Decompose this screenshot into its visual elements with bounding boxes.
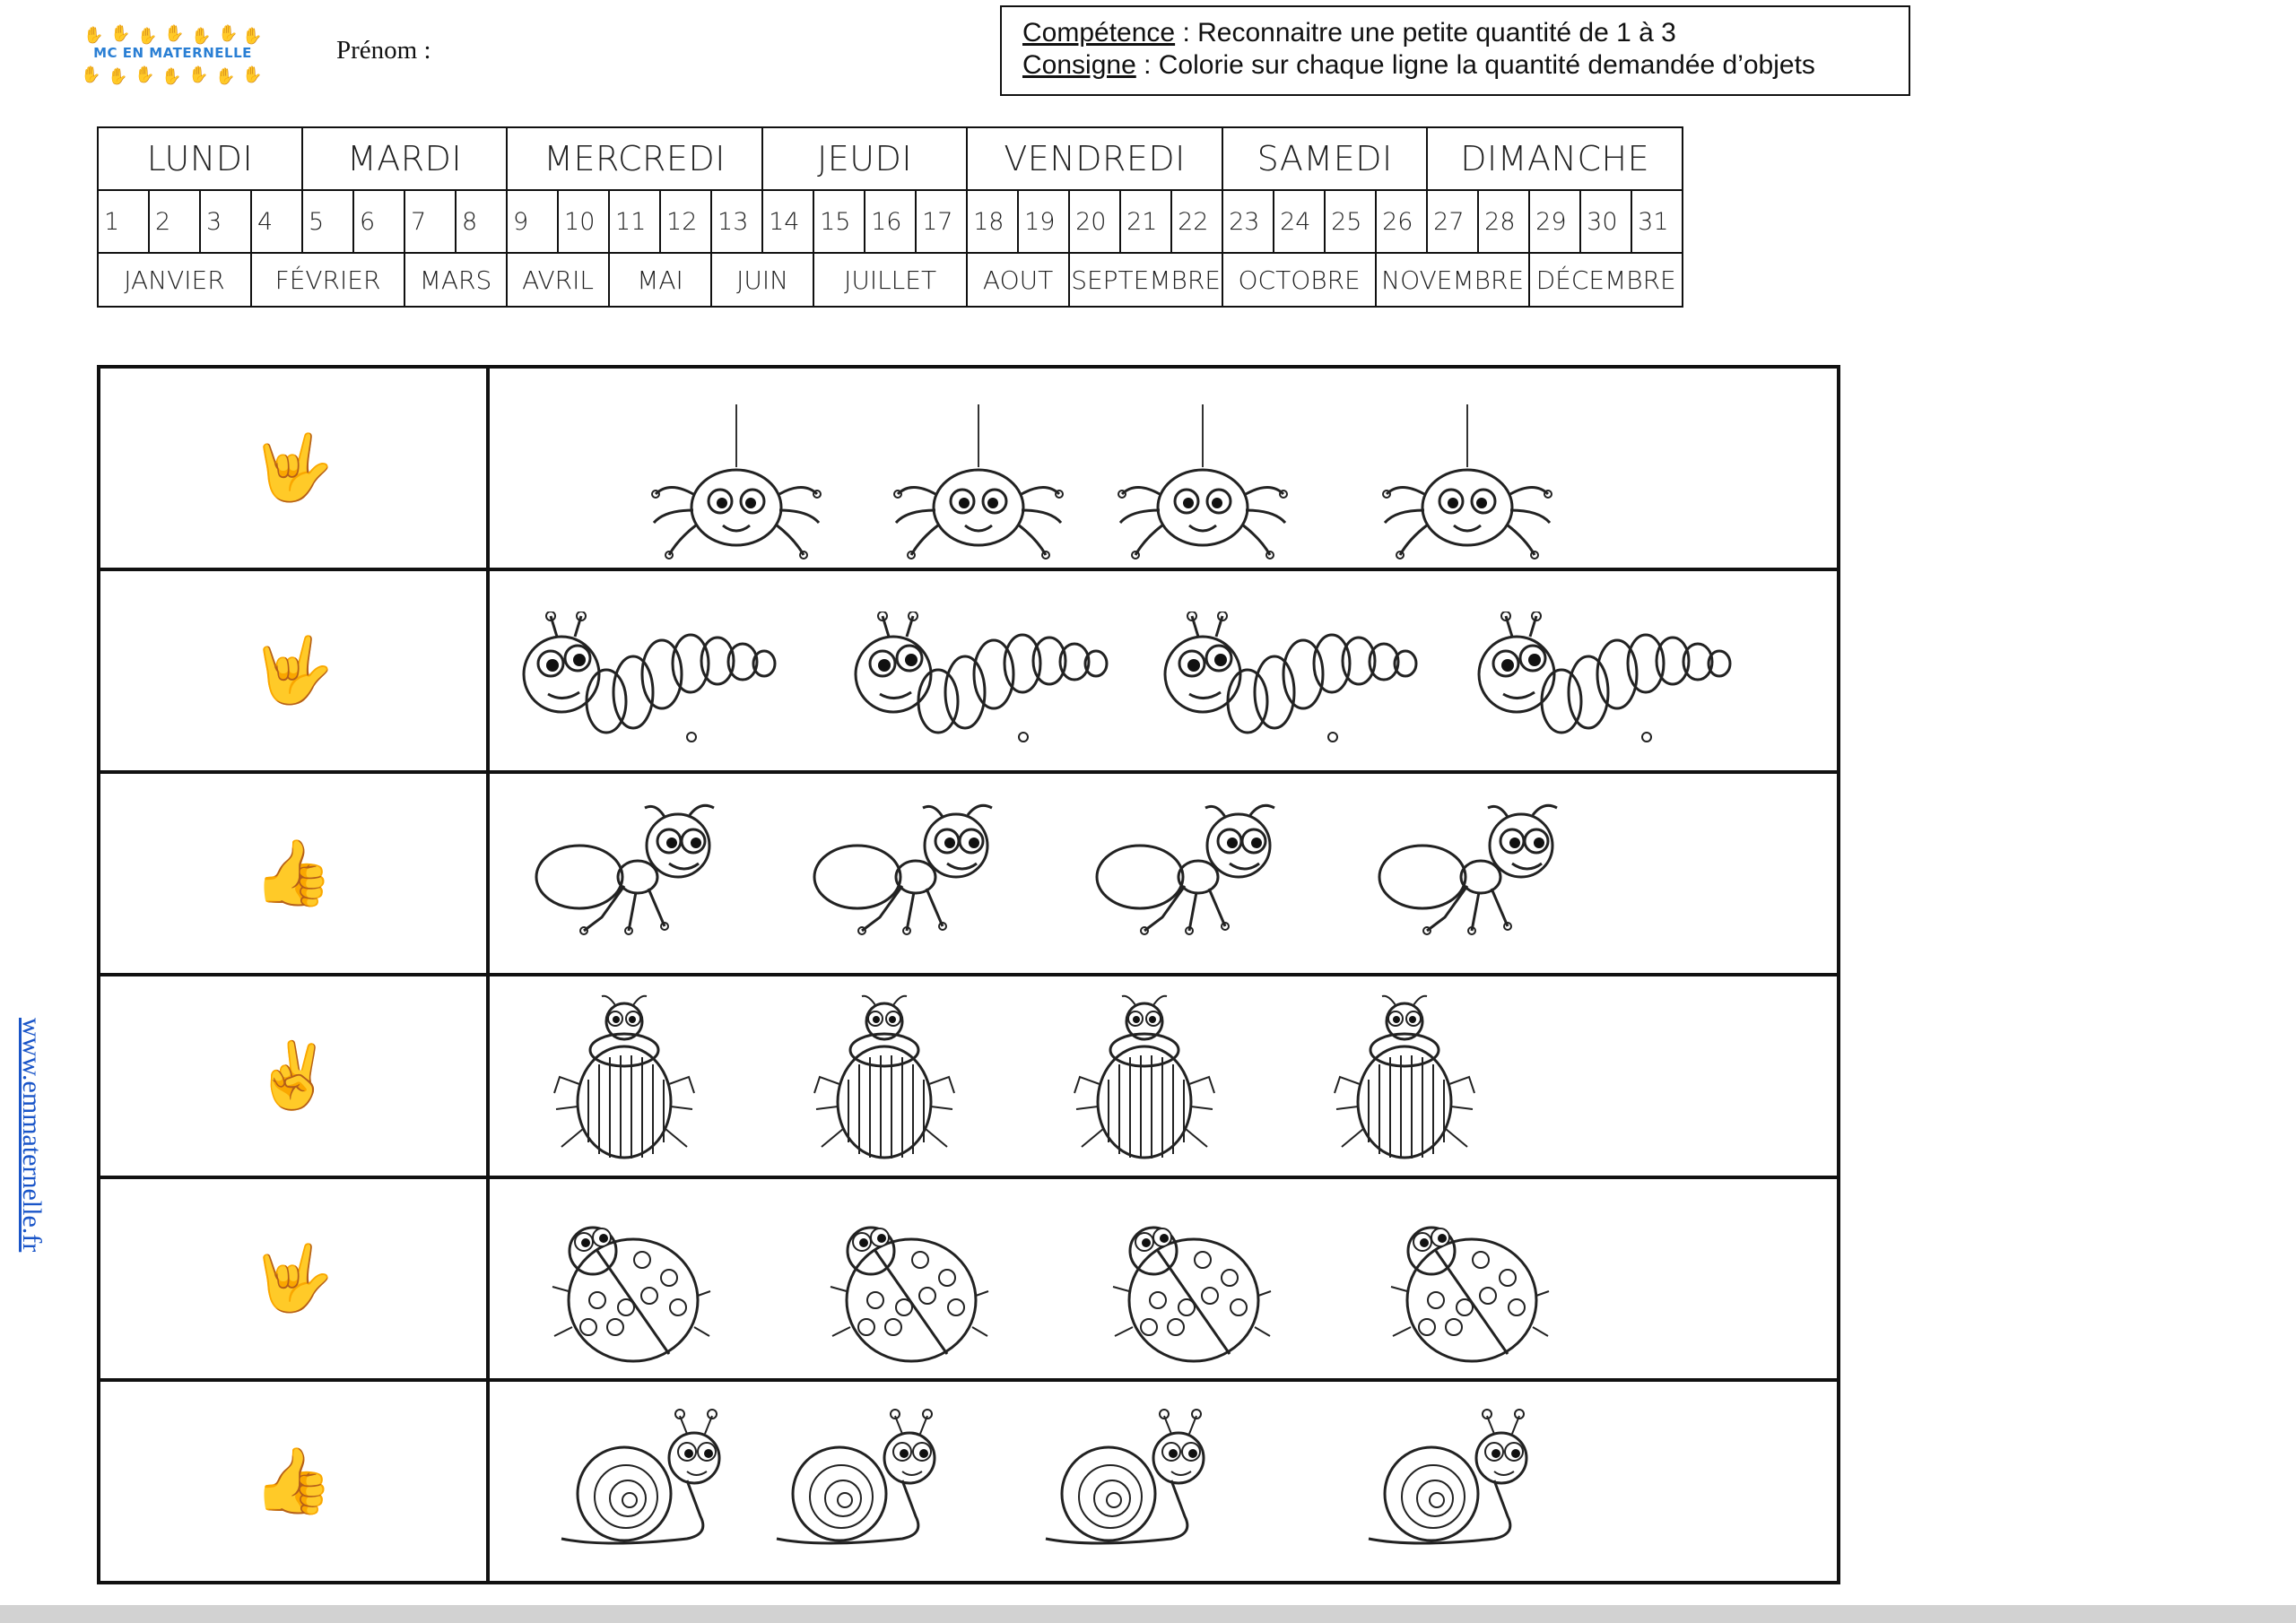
competence-line <box>1022 17 1909 49</box>
date-number-cell[interactable]: 30 <box>1580 190 1631 253</box>
date-number-cell[interactable]: 7 <box>404 190 456 253</box>
two-fingers-hand-icon: ✌ <box>253 1040 334 1112</box>
activity-row <box>99 975 1839 1177</box>
hand-print-icon: ✋ <box>137 27 158 45</box>
date-number-cell[interactable]: 19 <box>1018 190 1069 253</box>
animals-cell <box>488 975 1839 1177</box>
day-cell[interactable]: SAMEDI <box>1222 127 1427 190</box>
date-number-cell[interactable]: 10 <box>558 190 609 253</box>
day-cell[interactable]: VENDREDI <box>967 127 1222 190</box>
day-cell[interactable]: MARDI <box>302 127 507 190</box>
date-number-cell[interactable]: 28 <box>1478 190 1529 253</box>
date-number-cell[interactable]: 26 <box>1376 190 1427 253</box>
caterpillar-icon[interactable] <box>839 612 1109 751</box>
month-cell[interactable]: MARS <box>404 253 507 307</box>
three-fingers-hand-icon: 🤟 <box>253 1243 334 1315</box>
date-number-cell[interactable]: 13 <box>711 190 762 253</box>
month-cell[interactable]: DÉCEMBRE <box>1529 253 1683 307</box>
day-cell[interactable]: LUNDI <box>98 127 302 190</box>
three-fingers-hand-icon: 🤟 <box>253 635 334 707</box>
month-cell[interactable]: JUILLET <box>813 253 967 307</box>
beetle-icon[interactable] <box>1333 994 1476 1169</box>
day-cell[interactable]: JEUDI <box>762 127 967 190</box>
hand-print-icon: ✋ <box>83 26 104 44</box>
date-number-cell[interactable]: 16 <box>865 190 916 253</box>
ant-icon[interactable] <box>1373 801 1570 949</box>
hand-sign-cell <box>99 367 488 569</box>
hand-sign-cell <box>99 1177 488 1380</box>
month-cell[interactable]: JUIN <box>711 253 813 307</box>
day-cell[interactable]: DIMANCHE <box>1427 127 1683 190</box>
hand-sign-cell <box>99 975 488 1177</box>
date-number-cell[interactable]: 22 <box>1171 190 1222 253</box>
month-cell[interactable]: JANVIER <box>98 253 251 307</box>
spider-icon[interactable] <box>1113 404 1292 570</box>
hand-sign-cell <box>99 569 488 772</box>
page-bottom-band <box>0 1605 2296 1623</box>
hand-print-icon: ✋ <box>218 24 239 42</box>
day-cell[interactable]: MERCREDI <box>507 127 762 190</box>
one-finger-hand-icon: 👍 <box>253 1445 334 1517</box>
animals-cell <box>488 1380 1839 1583</box>
date-number-cell[interactable]: 23 <box>1222 190 1274 253</box>
hand-print-icon: ✋ <box>188 65 209 83</box>
snail-icon[interactable] <box>1037 1409 1216 1557</box>
date-number-cell[interactable]: 18 <box>967 190 1018 253</box>
animals-cell <box>488 772 1839 975</box>
date-number-cell[interactable]: 2 <box>149 190 200 253</box>
hand-print-icon: ✋ <box>164 24 185 42</box>
date-number-cell[interactable]: 8 <box>456 190 507 253</box>
ant-icon[interactable] <box>530 801 727 949</box>
date-number-cell[interactable]: 25 <box>1325 190 1376 253</box>
snail-icon[interactable] <box>552 1409 732 1557</box>
hand-print-icon: ✋ <box>110 24 131 42</box>
one-finger-hand-icon: 👍 <box>253 838 334 909</box>
date-number-cell[interactable]: 15 <box>813 190 865 253</box>
snail-icon[interactable] <box>768 1409 947 1557</box>
month-cell[interactable]: FÉVRIER <box>251 253 404 307</box>
logo-text: MC EN MATERNELLE <box>93 45 252 61</box>
month-cell[interactable]: AOUT <box>967 253 1069 307</box>
date-number-cell[interactable]: 29 <box>1529 190 1580 253</box>
date-number-cell[interactable]: 11 <box>609 190 660 253</box>
logo <box>76 25 269 88</box>
ladybug-icon[interactable] <box>1382 1211 1552 1376</box>
animals-cell <box>488 1177 1839 1380</box>
hand-print-icon: ✋ <box>108 67 128 85</box>
hand-print-icon: ✋ <box>215 67 236 85</box>
month-cell[interactable]: NOVEMBRE <box>1376 253 1529 307</box>
activity-grid <box>97 365 1840 1584</box>
date-number-cell[interactable]: 9 <box>507 190 558 253</box>
caterpillar-icon[interactable] <box>508 612 777 751</box>
caterpillar-icon[interactable] <box>1463 612 1732 751</box>
spider-icon[interactable] <box>647 404 826 570</box>
animals-cell <box>488 367 1839 569</box>
site-link[interactable]: www.emmaternelle.fr <box>17 1018 47 1253</box>
date-number-cell[interactable]: 1 <box>98 190 149 253</box>
activity-row <box>99 1177 1839 1380</box>
instructions-box <box>1000 5 1910 96</box>
hand-print-icon: ✋ <box>191 27 212 45</box>
competence-label: Compétence <box>1022 18 1176 48</box>
ladybug-icon[interactable] <box>544 1211 714 1376</box>
ladybug-icon[interactable] <box>822 1211 992 1376</box>
hand-sign-cell <box>99 1380 488 1583</box>
spider-icon[interactable] <box>1378 404 1557 570</box>
date-number-cell[interactable]: 12 <box>660 190 711 253</box>
date-number-cell[interactable]: 6 <box>353 190 404 253</box>
hand-sign-cell <box>99 772 488 975</box>
hand-print-icon: ✋ <box>135 65 155 83</box>
three-fingers-hand-icon: 🤟 <box>253 432 334 504</box>
hand-print-icon: ✋ <box>242 27 263 45</box>
animals-cell <box>488 569 1839 772</box>
date-number-cell[interactable]: 14 <box>762 190 813 253</box>
snail-icon[interactable] <box>1360 1409 1539 1557</box>
date-number-cell[interactable]: 20 <box>1069 190 1120 253</box>
beetle-icon[interactable] <box>1073 994 1216 1169</box>
date-number-cell[interactable]: 17 <box>916 190 967 253</box>
consigne-text: : Colorie sur chaque ligne la quantité demandée d’objets <box>1135 50 1815 80</box>
consigne-line <box>1022 49 1909 82</box>
date-number-cell[interactable]: 3 <box>200 190 251 253</box>
month-cell[interactable]: OCTOBRE <box>1222 253 1376 307</box>
caterpillar-icon[interactable] <box>1149 612 1418 751</box>
date-number-cell[interactable]: 4 <box>251 190 302 253</box>
hand-print-icon: ✋ <box>242 65 263 83</box>
spider-icon[interactable] <box>889 404 1068 570</box>
date-number-cell[interactable]: 31 <box>1631 190 1683 253</box>
month-cell[interactable]: SEPTEMBRE <box>1069 253 1222 307</box>
hand-print-icon: ✋ <box>81 65 101 83</box>
activity-row <box>99 367 1839 569</box>
ant-icon[interactable] <box>1091 801 1288 949</box>
activity-row <box>99 1380 1839 1583</box>
competence-text: : Reconnaitre une petite quantité de 1 à 3 <box>1175 18 1676 48</box>
consigne-label: Consigne <box>1022 50 1136 80</box>
activity-row <box>99 772 1839 975</box>
date-number-cell[interactable]: 24 <box>1274 190 1325 253</box>
beetle-icon[interactable] <box>552 994 696 1169</box>
date-number-cell[interactable]: 27 <box>1427 190 1478 253</box>
calendar-table <box>97 126 1683 308</box>
ladybug-icon[interactable] <box>1104 1211 1274 1376</box>
hand-print-icon: ✋ <box>161 67 182 85</box>
date-number-cell[interactable]: 5 <box>302 190 353 253</box>
ant-icon[interactable] <box>808 801 1005 949</box>
month-cell[interactable]: AVRIL <box>507 253 609 307</box>
prenom-label: Prénom : <box>336 36 431 65</box>
beetle-icon[interactable] <box>813 994 956 1169</box>
activity-row <box>99 569 1839 772</box>
date-number-cell[interactable]: 21 <box>1120 190 1171 253</box>
month-cell[interactable]: MAI <box>609 253 711 307</box>
